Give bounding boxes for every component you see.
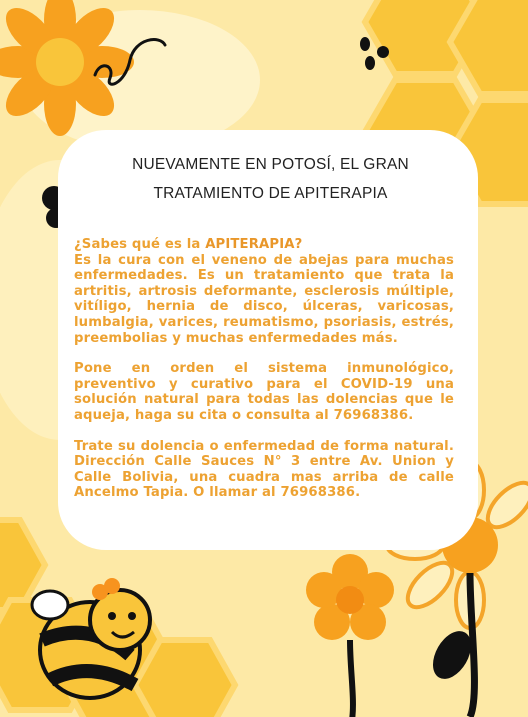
title-line-2: TRATAMIENTO DE APITERAPIA: [153, 185, 388, 202]
paragraph-1: Es la cura con el veneno de abejas para muchas enfermedades. Es un tratamiento que trata la artritis, artrosis deformante, esclerosis múltiple, vitíligo, hernia de disco, úlceras, varicosas, lumbalgia, varices, reumatismo, psoriasis, estrés, preembolias y muchas enfermedades más.: [74, 252, 454, 346]
question-prefix: ¿Sabes qué es la: [74, 237, 206, 252]
flyer-title: [78, 150, 463, 208]
paragraph-3: Trate su dolencia o enfermedad de forma natural. Dirección Calle Sauces N° 3 entre Av. Union y Calle Bolivia, una cuadra mas arriba de calle Ancelmo Tapia. O llamar al 76968386.: [74, 438, 454, 501]
paragraph-2: Pone en orden el sistema inmunológico, preventivo y curativo para el COVID-19 una solución natural para todas las dolencias que le aqueja, haga su cita o consulta al 76968386.: [74, 361, 454, 423]
title-line-1: NUEVAMENTE EN POTOSÍ, EL GRAN: [132, 156, 409, 173]
question-highlight: APITERAPIA?: [205, 237, 303, 252]
flyer-body: [74, 237, 454, 516]
